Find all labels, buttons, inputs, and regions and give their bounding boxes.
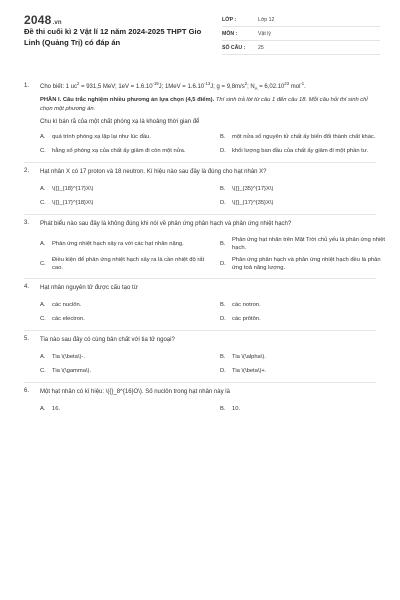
option-a[interactable]: A. Tia \(\beta\)-.: [40, 354, 85, 360]
meta-row-grade: LỚP : Lớp 12: [222, 13, 380, 27]
question-text: Phát biểu nào sau đây là không đúng khi nói về phản ứng phân hạch và phản ứng nhiệt hạch?: [40, 221, 292, 227]
page-header: [0, 0, 400, 64]
answer-options: [24, 236, 386, 272]
given-constants: Cho biết: 1 $uc^2 = 931,5$ MeV; $1eV = 1.6.10^{-19}J$; $1MeV = 1.6.10^{-13}J$; $g = 9,8m/s^2$; $N_A = 6,02.10^{23}$ mol$^{-1}$.: [40, 81, 306, 92]
question-text: Tia nào sau đây có cùng bản chất với tia tử ngoại?: [40, 337, 175, 343]
answer-options: [24, 404, 376, 414]
option-b[interactable]: B. Phản ứng hạt nhân trên Mặt Trời chủ yếu là phản ứng nhiệt hạch.: [220, 237, 386, 251]
answer-options: [24, 132, 376, 156]
meta-row-count: SỐ CÂU : 25: [222, 41, 380, 55]
question-list: [24, 80, 386, 420]
option-a[interactable]: A. \({}_{18}^{17}X\): [40, 186, 94, 192]
option-a[interactable]: A. các nuclôn.: [40, 302, 82, 308]
option-c[interactable]: C. các electron.: [40, 316, 85, 322]
option-c[interactable]: C. hằng số phóng xạ của chất ấy giảm đi còn một nửa.: [40, 148, 186, 154]
exam-meta: [222, 13, 380, 55]
option-d[interactable]: D. \({}_{17}^{35}X\): [220, 200, 274, 206]
question-2: 2. Hạt nhân X có 17 proton và 18 neutron. Kí hiệu nào sau đây là đúng cho hạt nhân X? A. \({}_{18}^{17}X\) B. \({}_{35}^{17}X\) C. \({}_{17}^{18}X\) D. \({}_{17}^{35}X\): [24, 163, 376, 215]
question-text: Chu kì bán rã của một chất phóng xạ là khoảng thời gian để: [40, 119, 200, 125]
option-d[interactable]: D. Tia \(\beta\)+.: [220, 368, 267, 374]
option-c[interactable]: C. \({}_{17}^{18}X\): [40, 200, 94, 206]
option-b[interactable]: B. một nửa số nguyên tử chất ấy biến đổi thành chất khác.: [220, 134, 376, 140]
question-text: Một hạt nhân có kí hiệu: \({}_8^{16}O\). Số nuclôn trong hạt nhân này là: [40, 389, 230, 395]
option-d[interactable]: D. khối lượng ban đầu của chất ấy giảm đi một phần tư.: [220, 148, 369, 154]
question-4: 4. Hạt nhân nguyên tử được cấu tạo từ A. các nuclôn. B. các notron. C. các electron. D. các prôtôn.: [24, 279, 376, 331]
option-c[interactable]: C. Tia \(\gamma\).: [40, 368, 92, 374]
question-text: Hạt nhân X có 17 proton và 18 neutron. Kí hiệu nào sau đây là đúng cho hạt nhân X?: [40, 169, 267, 175]
option-c[interactable]: C. Điều kiện để phản ứng nhiệt hạch xảy ra là cần nhiệt độ rất cao.: [40, 257, 205, 271]
answer-options: [24, 300, 376, 324]
exam-title: Đề thi cuối kì 2 Vật lí 12 năm 2024-2025 THPT Gio Linh (Quảng Trị) có đáp án: [24, 27, 202, 47]
option-a[interactable]: A. Phản ứng nhiệt hạch xảy ra với các hạt nhân nặng.: [40, 241, 184, 247]
option-d[interactable]: D. Phản ứng phân hạch và phản ứng nhiệt hạch đều là phản ứng toả năng lượng.: [220, 257, 381, 271]
question-5: 5. Tia nào sau đây có cùng bản chất với tia tử ngoại? A. Tia \(\beta\)-. B. Tia \(\alpha\). C. Tia \(\gamma\). D. Tia \(\beta\)+.: [24, 331, 376, 383]
option-a[interactable]: A. 16.: [40, 406, 61, 412]
option-a[interactable]: A. quá trình phóng xạ lặp lại như lúc đầu.: [40, 134, 151, 140]
question-3: 3. Phát biểu nào sau đây là không đúng khi nói về phản ứng phân hạch và phản ứng nhiệt hạch? A. Phản ứng nhiệt hạch xảy ra với các hạt nhân nặng. B. Phản ứng hạt nhân trên Mặt Trời chủ yếu là phản ứng nhiệt hạch. C. Điều kiện để phản ứng nhiệt hạch xảy ra là cần nhiệt độ rất cao. D. Phản ứng phân hạch và phản ứng nhiệt hạch đều là phản ứng toả năng lượng.: [24, 215, 376, 279]
option-b[interactable]: B. 10.: [220, 406, 241, 412]
site-logo[interactable]: 2048.vn: [24, 13, 62, 27]
option-b[interactable]: B. \({}_{35}^{17}X\): [220, 186, 274, 192]
answer-options: [24, 352, 376, 376]
question-text: Hạt nhân nguyên tử được cấu tạo từ: [40, 285, 138, 291]
meta-row-subject: MÔN : Vật lý: [222, 27, 380, 41]
question-6: 6. Một hạt nhân có kí hiệu: \({}_8^{16}O\). Số nuclôn trong hạt nhân này là A. 16. B. 10.: [24, 383, 376, 420]
option-b[interactable]: B. Tia \(\alpha\).: [220, 354, 266, 360]
question-1: 1. Cho biết: 1 $uc^2 = 931,5$ MeV; $1eV = 1.6.10^{-19}J$; $1MeV = 1.6.10^{-13}J$; $g = 9,8m/s^2$; $N_A = 6,02.10^{23}$ mol$^{-1}$. PHẦN I. Câu trắc nghiệm nhiều phương án lựa chọn (4,5 điểm). Thí sinh trả lời từ câu 1 đến câu 18. Mỗi câu hỏi thí sinh chỉ chọn một phương án. Chu kì bán rã của một chất phóng xạ là khoảng thời gian để A. quá trình phóng xạ lặp lại như lúc đầu. B. một nửa số nguyên tử chất ấy biến đổi thành chất khác. C. hằng số phóng xạ của chất ấy giảm đi còn một nửa. D. khối lượng ban đầu của chất ấy giảm đi một phần tư.: [24, 80, 376, 163]
part-instructions: PHẦN I. Câu trắc nghiệm nhiều phương án lựa chọn (4,5 điểm). Thí sinh trả lời từ câu 1 đến câu 18. Mỗi câu hỏi thí sinh chỉ chọn một phương án.: [40, 97, 368, 112]
option-d[interactable]: D. các prôtôn.: [220, 316, 261, 322]
option-b[interactable]: B. các notron.: [220, 302, 261, 308]
answer-options: [24, 184, 376, 208]
